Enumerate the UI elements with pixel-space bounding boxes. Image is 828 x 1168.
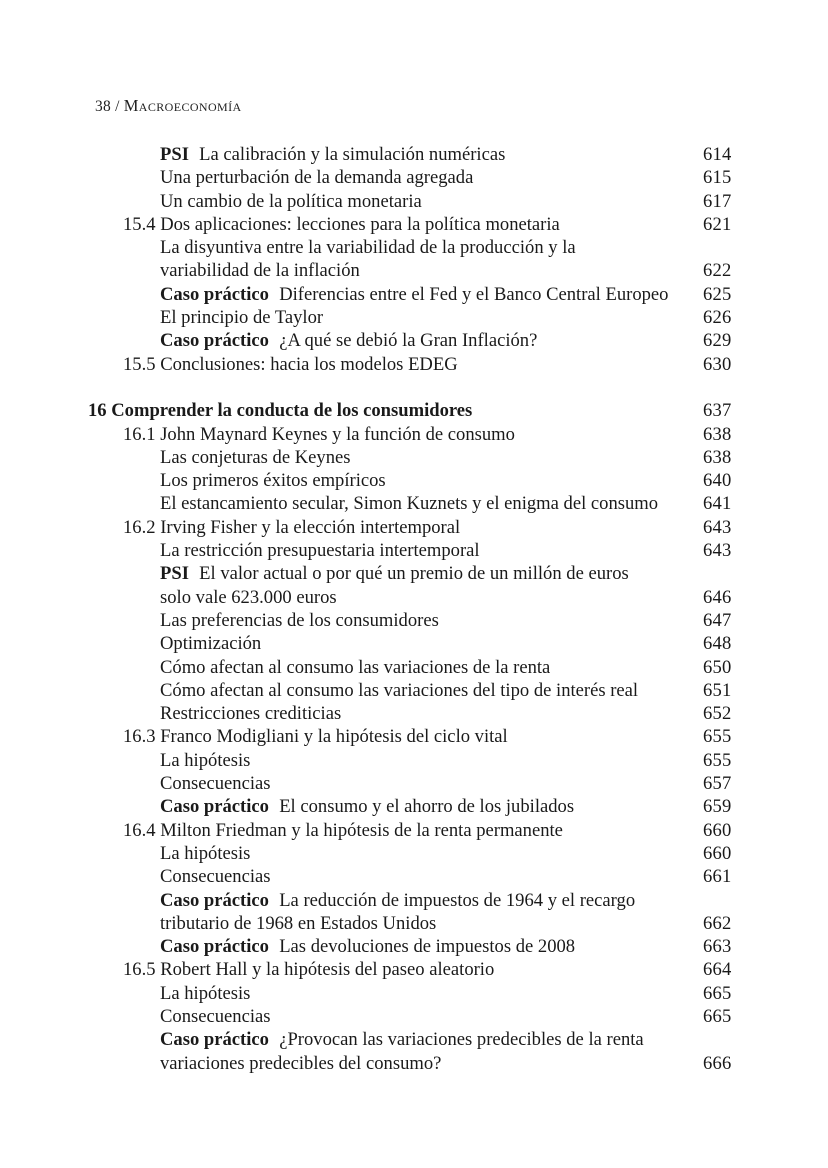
toc-entry-page-number: 650: [703, 656, 732, 678]
toc-entry: [0, 749, 828, 772]
toc-entry: [0, 865, 828, 888]
toc-entry-page-number: 651: [703, 679, 732, 701]
toc-entry: [0, 632, 828, 655]
toc-entry-label: Optimización: [160, 633, 262, 655]
toc-entry-page-number: 637: [703, 400, 732, 422]
toc-entry-page-number: 617: [703, 190, 732, 212]
toc-entry: [0, 935, 828, 958]
toc-entry-label: Los primeros éxitos empíricos: [160, 470, 386, 492]
toc-entry-label: Consecuencias: [160, 773, 271, 795]
toc-entry-page-number: 660: [703, 819, 732, 841]
toc-entry-label: La hipótesis: [160, 842, 251, 864]
toc-entry-title: ¿A qué se debió la Gran Inflación?: [274, 330, 538, 352]
toc-entry-page-number: 662: [703, 912, 732, 934]
toc-entry-page-number: 648: [703, 633, 732, 655]
toc-entry-page-number: 638: [703, 423, 732, 445]
toc-entry: [0, 423, 828, 446]
toc-entry-label: Consecuencias: [160, 1005, 271, 1027]
toc-entry-page-number: 659: [703, 796, 732, 818]
toc-entry-label: tributario de 1968 en Estados Unidos: [160, 912, 437, 934]
toc-chapter-entry: [0, 399, 828, 422]
toc-entry: [0, 958, 828, 981]
toc-entry-label: Restricciones crediticias: [160, 703, 342, 725]
toc-entry-page-number: 621: [703, 213, 732, 235]
toc-entry-page-number: 641: [703, 493, 732, 515]
toc-entry: [0, 236, 828, 259]
toc-entry-page-number: 657: [703, 773, 732, 795]
toc-entry-page-number: 655: [703, 726, 732, 748]
toc-entry: [0, 190, 828, 213]
toc-entry: [0, 1028, 828, 1051]
toc-entry-label: [160, 889, 635, 912]
toc-entry-lead-label: PSI: [160, 144, 189, 165]
toc-entry-label: [160, 329, 537, 352]
toc-entry-title: La reducción de impuestos de 1964 y el recargo: [274, 889, 636, 911]
toc-entry-page-number: 664: [703, 959, 732, 981]
toc-entry: [0, 795, 828, 818]
toc-entry: [0, 353, 828, 376]
toc-entry: [0, 1005, 828, 1028]
toc-entry-label: Consecuencias: [160, 866, 271, 888]
toc-entry-label: La restricción presupuestaria intertemporal: [160, 540, 480, 562]
toc-entry: [0, 329, 828, 352]
table-of-contents: [0, 143, 828, 1075]
toc-entry-label: [160, 283, 668, 306]
running-head: [95, 96, 242, 116]
toc-entry-page-number: 643: [703, 516, 732, 538]
toc-entry: [0, 213, 828, 236]
toc-entry-label: 16 Comprender la conducta de los consumidores: [88, 400, 473, 422]
toc-entry-page-number: 626: [703, 307, 732, 329]
toc-entry-label: Cómo afectan al consumo las variaciones del tipo de interés real: [160, 679, 639, 701]
toc-entry-title: ¿Provocan las variaciones predecibles de la renta: [274, 1029, 644, 1051]
toc-entry-label: 16.1 John Maynard Keynes y la función de consumo: [123, 423, 515, 445]
toc-entry-label: [160, 562, 629, 585]
toc-entry: [0, 469, 828, 492]
page-folio-number: 38: [95, 98, 112, 115]
toc-entry: [0, 889, 828, 912]
toc-entry-label: Cómo afectan al consumo las variaciones de la renta: [160, 656, 551, 678]
toc-entry: [0, 609, 828, 632]
toc-entry-label: [160, 1028, 644, 1051]
toc-entry-label: Un cambio de la política monetaria: [160, 190, 422, 212]
toc-entry: [0, 259, 828, 282]
toc-entry: [0, 492, 828, 515]
toc-entry-label: 16.2 Irving Fisher y la elección intertemporal: [123, 516, 461, 538]
book-title: Macroeconomía: [123, 96, 242, 115]
toc-entry-label: [160, 143, 505, 166]
toc-entry-label: 16.5 Robert Hall y la hipótesis del paseo aleatorio: [123, 959, 495, 981]
toc-entry-page-number: 622: [703, 260, 732, 282]
toc-entry: [0, 586, 828, 609]
toc-entry: [0, 562, 828, 585]
toc-entry-lead-label: Caso práctico: [160, 283, 269, 305]
toc-entry: [0, 912, 828, 935]
toc-entry-page-number: 660: [703, 842, 732, 864]
toc-entry-title: La calibración y la simulación numéricas: [194, 144, 506, 165]
toc-entry-label: solo vale 623.000 euros: [160, 586, 337, 608]
toc-entry: [0, 143, 828, 166]
toc-entry-label: Las conjeturas de Keynes: [160, 446, 351, 468]
toc-entry-label: 15.4 Dos aplicaciones: lecciones para la política monetaria: [123, 213, 560, 235]
toc-entry-label: La disyuntiva entre la variabilidad de la producción y la: [160, 237, 576, 259]
toc-entry-lead-label: Caso práctico: [160, 1029, 269, 1051]
toc-entry-label: 16.3 Franco Modigliani y la hipótesis del ciclo vital: [123, 726, 508, 748]
toc-entry-lead-label: Caso práctico: [160, 889, 269, 911]
toc-entry-label: La hipótesis: [160, 982, 251, 1004]
toc-entry-lead-label: Caso práctico: [160, 796, 269, 818]
toc-entry-title: El consumo y el ahorro de los jubilados: [274, 796, 575, 818]
toc-entry-label: variabilidad de la inflación: [160, 260, 360, 282]
toc-entry: [0, 702, 828, 725]
toc-entry-lead-label: Caso práctico: [160, 330, 269, 352]
toc-entry: [0, 166, 828, 189]
toc-entry-label: 16.4 Milton Friedman y la hipótesis de la renta permanente: [123, 819, 563, 841]
toc-entry: [0, 982, 828, 1005]
toc-entry-page-number: 655: [703, 749, 732, 771]
toc-entry: [0, 842, 828, 865]
toc-entry: [0, 656, 828, 679]
toc-entry-label: [160, 935, 575, 958]
toc-entry-page-number: 663: [703, 936, 732, 958]
toc-entry-page-number: 666: [703, 1052, 732, 1074]
toc-entry-lead-label: Caso práctico: [160, 936, 269, 958]
toc-entry-title: El valor actual o por qué un premio de un millón de euros: [194, 563, 629, 585]
toc-entry-page-number: 615: [703, 167, 732, 189]
toc-entry-page-number: 665: [703, 1005, 732, 1027]
toc-entry: [0, 725, 828, 748]
toc-entry-label: Las preferencias de los consumidores: [160, 609, 439, 631]
toc-entry-page-number: 625: [703, 283, 732, 305]
toc-entry-label: variaciones predecibles del consumo?: [160, 1052, 442, 1074]
toc-entry: [0, 679, 828, 702]
toc-entry-label: Una perturbación de la demanda agregada: [160, 167, 474, 189]
toc-entry-label: [160, 795, 574, 818]
toc-entry-lead-label: PSI: [160, 563, 189, 585]
toc-entry-page-number: 665: [703, 982, 732, 1004]
toc-entry-page-number: 638: [703, 446, 732, 468]
toc-entry-page-number: 630: [703, 353, 732, 375]
toc-entry-page-number: 614: [703, 144, 732, 165]
toc-entry-label: La hipótesis: [160, 749, 251, 771]
toc-entry: [0, 516, 828, 539]
toc-entry-page-number: 652: [703, 703, 732, 725]
toc-entry-page-number: 646: [703, 586, 732, 608]
toc-entry-page-number: 647: [703, 609, 732, 631]
toc-entry: [0, 283, 828, 306]
toc-entry-label: El principio de Taylor: [160, 307, 324, 329]
toc-entry: [0, 446, 828, 469]
toc-entry: [0, 772, 828, 795]
running-head-separator: /: [115, 98, 120, 115]
toc-entry-page-number: 640: [703, 470, 732, 492]
toc-entry-page-number: 661: [703, 866, 732, 888]
toc-entry: [0, 1052, 828, 1075]
toc-entry-label: El estancamiento secular, Simon Kuznets y el enigma del consumo: [160, 493, 659, 515]
toc-entry-page-number: 643: [703, 540, 732, 562]
toc-entry-title: Las devoluciones de impuestos de 2008: [274, 936, 576, 958]
toc-entry: [0, 539, 828, 562]
toc-entry: [0, 306, 828, 329]
toc-entry-title: Diferencias entre el Fed y el Banco Central Europeo: [274, 283, 669, 305]
toc-entry-page-number: 629: [703, 330, 732, 352]
toc-entry: [0, 819, 828, 842]
toc-entry-label: 15.5 Conclusiones: hacia los modelos EDEG: [123, 353, 458, 375]
